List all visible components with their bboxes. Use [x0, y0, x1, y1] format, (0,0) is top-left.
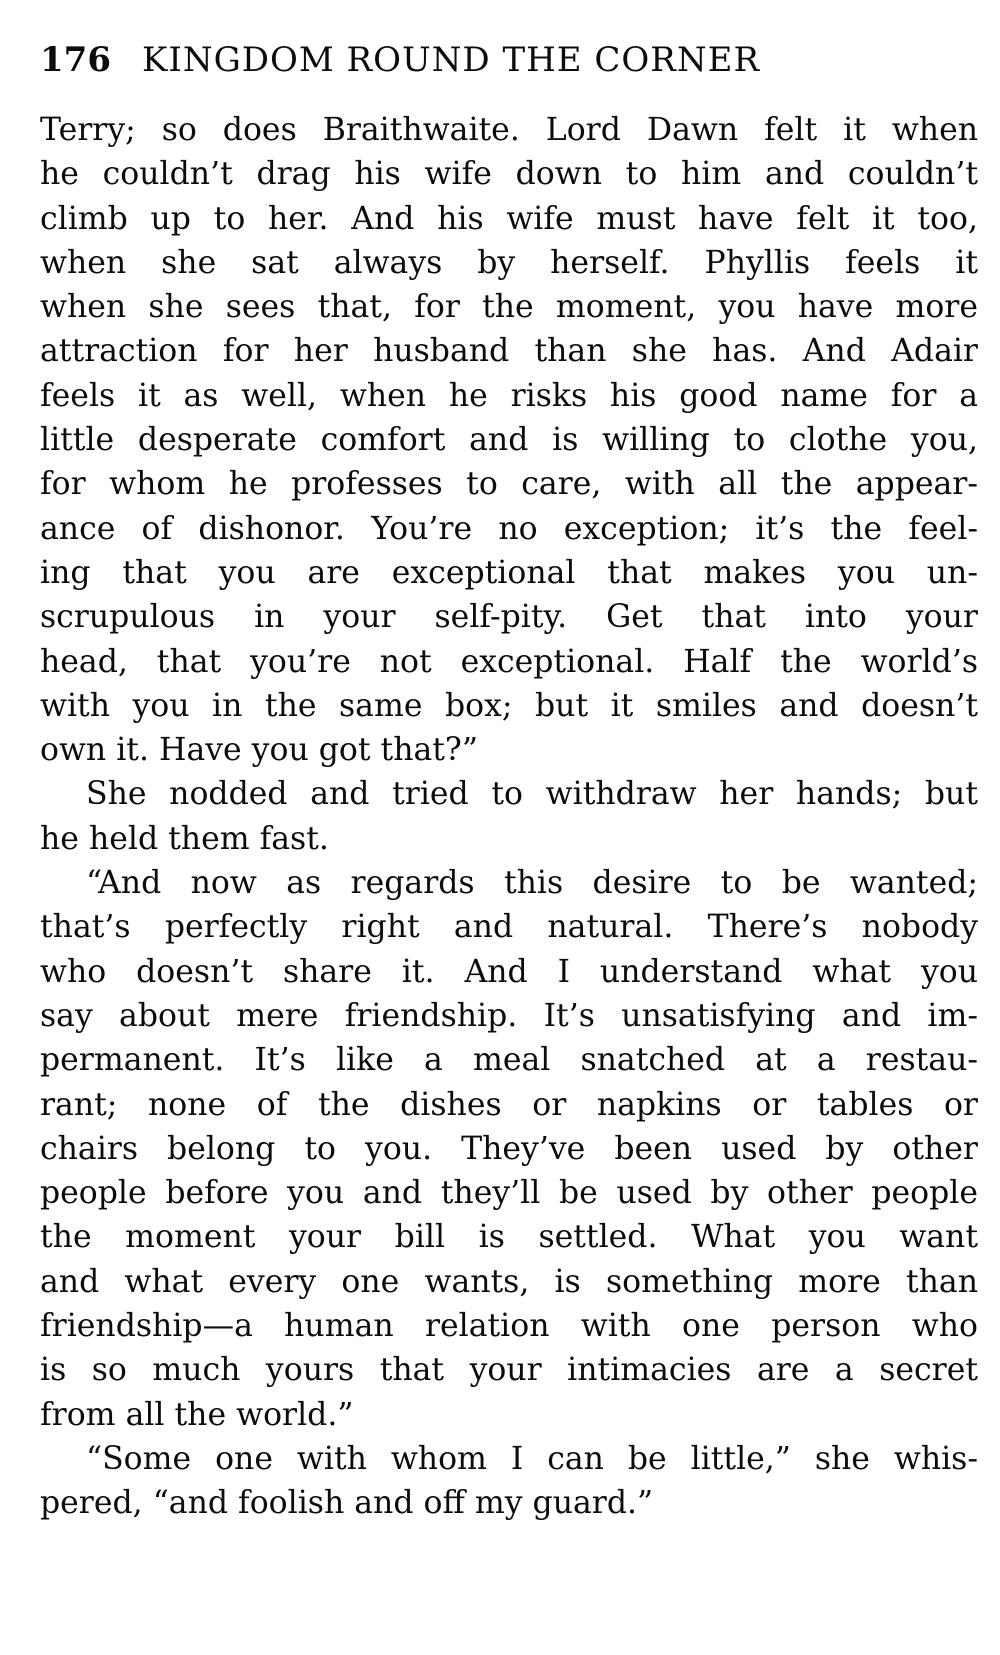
text-line: ance of dishonor. You’re no exception; it’s the feel- — [40, 510, 978, 547]
paragraph — [40, 108, 978, 772]
text-line: and what every one wants, is something more than — [40, 1263, 978, 1300]
text-line: own it. Have you got that?” — [40, 732, 478, 769]
book-title: KINGDOM ROUND THE CORNER — [142, 40, 761, 80]
text-line: people before you and they’ll be used by other people — [40, 1175, 978, 1212]
text-line: when she sees that, for the moment, you have more — [40, 289, 978, 326]
text-line: rant; none of the dishes or napkins or tables or — [40, 1086, 978, 1123]
paragraph — [40, 772, 978, 861]
text-line: that’s perfectly right and natural. There’s nobody — [40, 909, 978, 946]
text-line: who doesn’t share it. And I understand what you — [40, 953, 978, 990]
running-head — [40, 40, 978, 98]
text-line: She nodded and tried to withdraw her hands; but — [86, 776, 978, 813]
text-line: “And now as regards this desire to be wanted; — [86, 865, 978, 902]
text-line: he couldn’t drag his wife down to him and couldn’t — [40, 156, 978, 193]
text-line: friendship—a human relation with one person who — [40, 1308, 978, 1345]
text-line: head, that you’re not exceptional. Half the world’s — [40, 643, 978, 680]
text-line: when she sat always by herself. Phyllis feels it — [40, 244, 978, 281]
text-line: permanent. It’s like a meal snatched at a restau- — [40, 1042, 978, 1079]
text-line: say about mere friendship. It’s unsatisfying and im- — [40, 997, 978, 1034]
text-line: from all the world.” — [40, 1396, 354, 1433]
text-line: feels it as well, when he risks his good name for a — [40, 377, 978, 414]
text-line: chairs belong to you. They’ve been used by other — [40, 1130, 978, 1167]
text-line: he held them fast. — [40, 820, 329, 857]
text-line: little desperate comfort and is willing to clothe you, — [40, 422, 978, 459]
text-line: pered, “and foolish and off my guard.” — [40, 1485, 654, 1522]
text-line: attraction for her husband than she has. And Adair — [40, 333, 978, 370]
text-line: the moment your bill is settled. What you want — [40, 1219, 978, 1256]
text-line: “Some one with whom I can be little,” she whis- — [86, 1440, 978, 1477]
text-line: climb up to her. And his wife must have felt it too, — [40, 200, 978, 237]
text-line: is so much yours that your intimacies are a secret — [40, 1352, 978, 1389]
page-number: 176 — [40, 40, 111, 80]
body-text — [40, 108, 978, 1526]
text-line: ing that you are exceptional that makes you un- — [40, 554, 978, 591]
text-line: scrupulous in your self-pity. Get that into your — [40, 599, 978, 636]
paragraph — [40, 1437, 978, 1526]
book-page — [40, 40, 978, 1526]
paragraph — [40, 861, 978, 1437]
text-line: Terry; so does Braithwaite. Lord Dawn felt it when — [40, 112, 978, 148]
text-line: for whom he professes to care, with all the appear- — [40, 466, 978, 503]
text-line: with you in the same box; but it smiles and doesn’t — [40, 687, 978, 724]
